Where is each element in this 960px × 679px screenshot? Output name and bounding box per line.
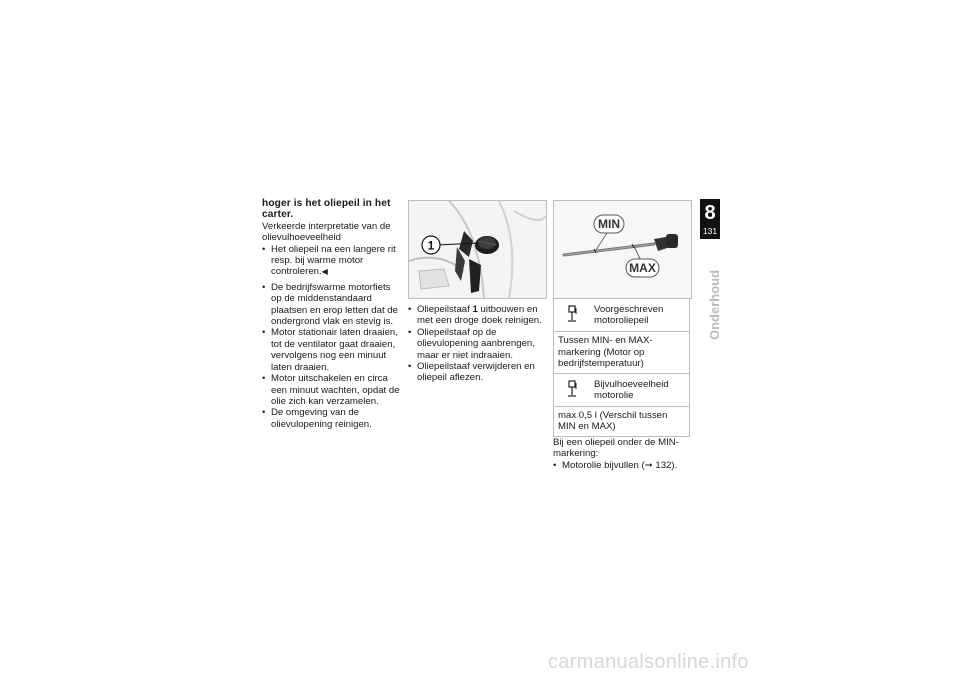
dipstick-illustration bbox=[554, 201, 691, 298]
max-label: MAX bbox=[629, 261, 656, 275]
min-label: MIN bbox=[598, 217, 620, 231]
spec-value: max 0,5 l (Verschil tussen MIN en MAX) bbox=[558, 410, 668, 433]
list-item: • De bedrijfswarme motorfiets op de middenstandaard plaatsen en erop letten dat de ondergrond vlak en stevig is. bbox=[262, 282, 402, 328]
chapter-title: Onderhoud bbox=[707, 269, 722, 340]
engine-illustration bbox=[409, 201, 546, 298]
column-2 bbox=[408, 200, 548, 384]
after-table-text: Bij een oliepeil onder de MIN-markering: bbox=[553, 436, 679, 460]
dipstick-location-photo bbox=[408, 200, 547, 299]
spec-value: Tussen MIN- en MAX-markering (Motor op bedrijfstemperatuur) bbox=[554, 332, 689, 373]
oil-can-icon bbox=[558, 304, 588, 327]
list-item: • Motorolie bijvullen (➞ 132). bbox=[553, 460, 690, 471]
end-mark-icon: ◀ bbox=[321, 267, 328, 277]
watermark: carmanualsonline.info bbox=[548, 651, 749, 673]
list-item: • Het oliepeil na een langere rit resp. bij warme motor controleren.◀ bbox=[262, 244, 402, 278]
spec-row-oil-level bbox=[554, 299, 689, 332]
list-item: • Oliepeilstaaf 1 uitbouwen en met een droge doek reinigen. bbox=[408, 304, 548, 327]
spec-table bbox=[553, 299, 690, 437]
page-number: 131 bbox=[702, 226, 718, 236]
dipstick-photo bbox=[553, 200, 692, 299]
column-3 bbox=[553, 200, 690, 471]
section-subheading: Verkeerde interpretatie van de olievulhoeveelheid bbox=[262, 220, 391, 244]
spec-label: Voorgeschreven motoroliepeil bbox=[594, 304, 664, 327]
chapter-number: 8 bbox=[704, 202, 716, 224]
list-item: • Oliepeilstaaf verwijderen en oliepeil aflezen. bbox=[408, 361, 548, 384]
column-1 bbox=[262, 198, 402, 430]
list-item: • Motor uitschakelen en circa een minuut wachten, opdat de olie zich kan verzamelen. bbox=[262, 373, 402, 407]
arrow-icon: ➞ bbox=[644, 459, 653, 471]
list-item: • Oliepeilstaaf op de olievulopening aanbrengen, maar er niet indraaien. bbox=[408, 327, 548, 361]
section-heading: hoger is het oliepeil in het carter. bbox=[262, 198, 391, 221]
oil-can-icon bbox=[558, 379, 588, 402]
figure-callout-1: 1 bbox=[427, 238, 435, 253]
list-item: • De omgeving van de olievulopening reinigen. bbox=[262, 407, 402, 430]
list-item: • Motor stationair laten draaien, tot de ventilator gaat draaien, vervolgens nog een minuut laten draaien. bbox=[262, 327, 402, 373]
chapter-tab bbox=[700, 199, 720, 239]
spec-label: Bijvulhoeveelheid motorolie bbox=[594, 378, 669, 402]
spec-row-refill bbox=[554, 374, 689, 407]
